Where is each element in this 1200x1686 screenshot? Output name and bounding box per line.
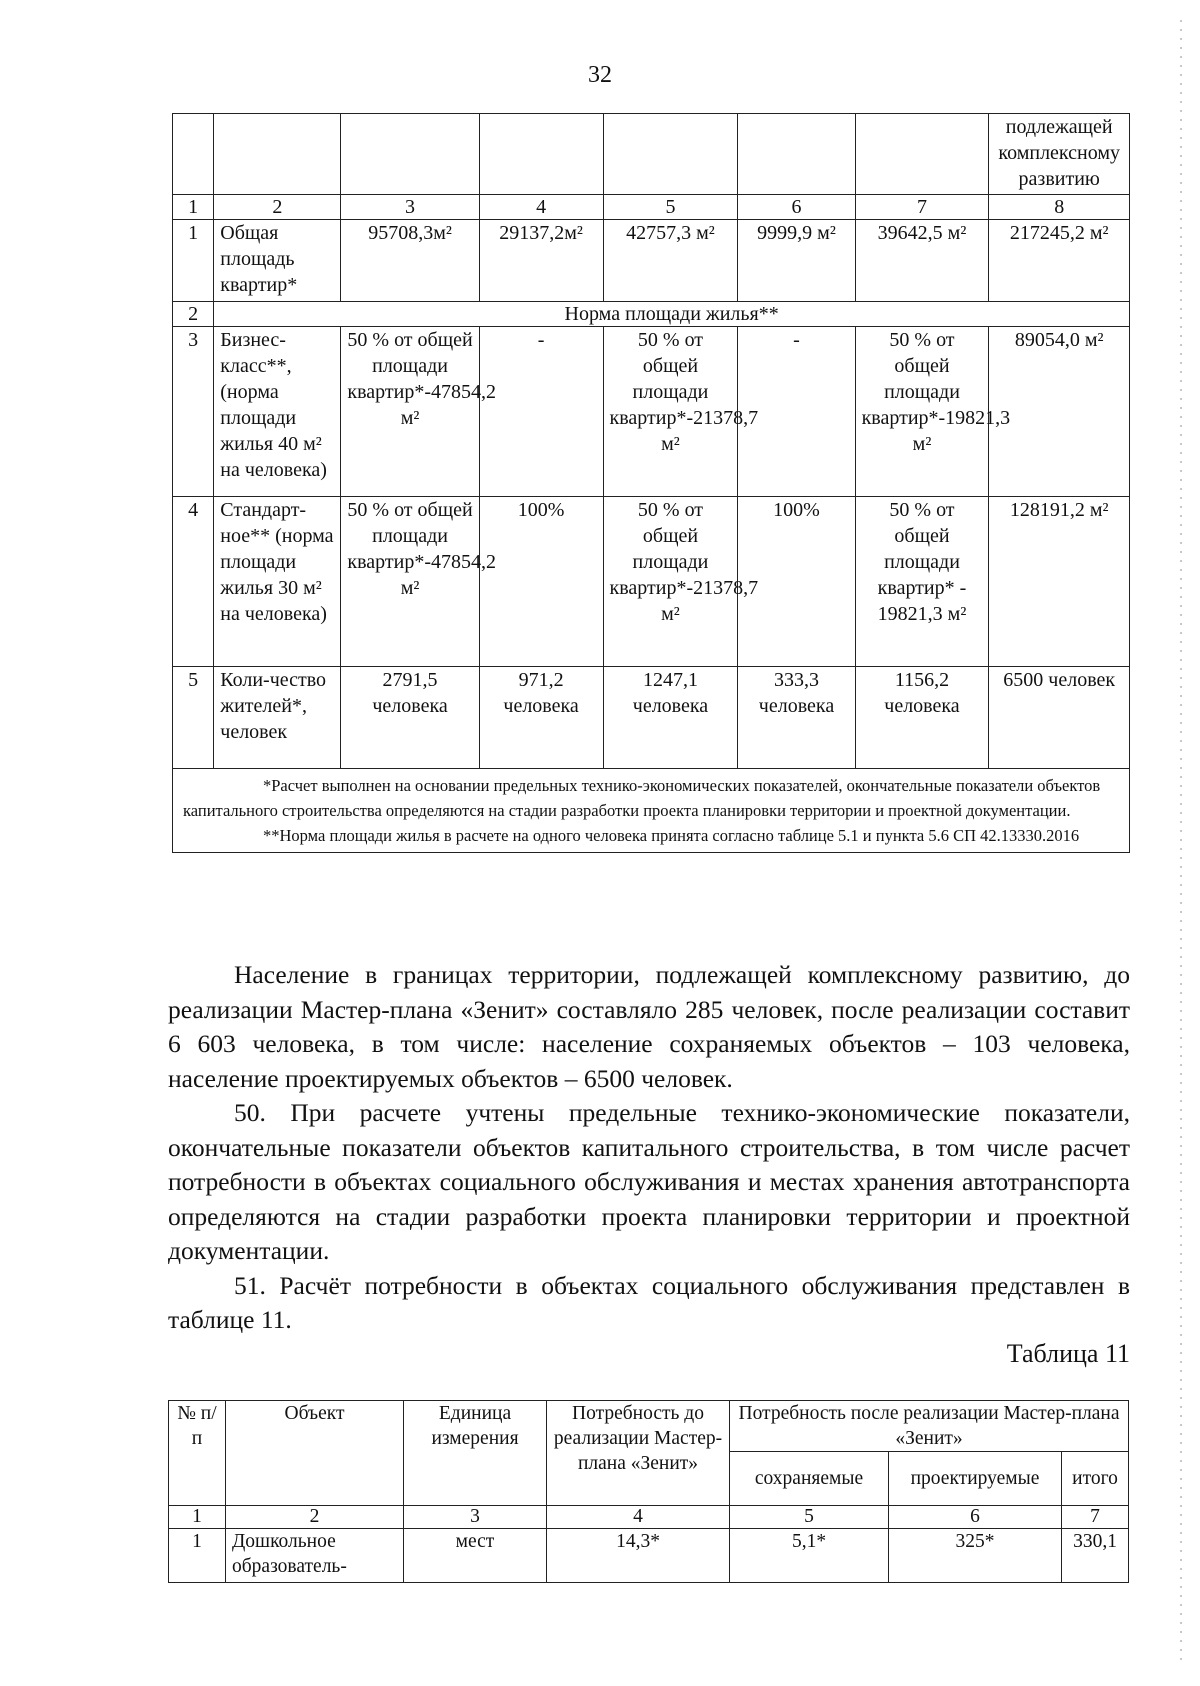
table-row: 3 Бизнес-класс**, (норма площади жилья 40 м² на человека) 50 % от общей площади квартир*-47854,2 м² - 50 % от общей площади квартир*-21378,7 м² - 50 % от общей площади квартир*-19821,3 м² 89054,0 м² bbox=[173, 327, 1130, 497]
header-object: Объект bbox=[226, 1401, 404, 1506]
housing-area-table bbox=[172, 113, 1130, 853]
header-unit: Единица измерения bbox=[404, 1401, 547, 1506]
row-label: Дошкольное образователь- bbox=[226, 1529, 404, 1583]
table-notes-row bbox=[173, 769, 1130, 853]
row-label: Стандарт-ное** (норма площади жилья 30 м² на человека) bbox=[214, 497, 341, 667]
row-label: Общая площадь квартир* bbox=[214, 220, 341, 302]
paragraph-51: 51. Расчёт потребности в объектах социального обслуживания представлен в таблице 11. bbox=[168, 1270, 1130, 1334]
table-row: 4 Стандарт-ное** (норма площади жилья 30 м² на человека) 50 % от общей площади квартир*-47854,2 м² 100% 50 % от общей площади квартир*-21378,7 м² 100% 50 % от общей площади квартир* - 19821,3 м² 128191,2 м² bbox=[173, 497, 1130, 667]
header-total: итого bbox=[1062, 1452, 1129, 1506]
table-header-row bbox=[173, 114, 1130, 195]
table-row: 5 Коли-чество жителей*, человек 2791,5 человека 971,2 человека 1247,1 человека 333,3 человека 1156,2 человека 6500 человек bbox=[173, 667, 1130, 769]
footnote-2: **Норма площади жилья в расчете на одного человека принята согласно таблице 5.1 и пункта 5.6 СП 42.13330.2016 bbox=[263, 826, 1080, 845]
header-after: Потребность после реализации Мастер-плана «Зенит» bbox=[730, 1401, 1129, 1452]
row-label: Бизнес-класс**, (норма площади жилья 40 м² на человека) bbox=[214, 327, 341, 497]
table-header-row bbox=[169, 1401, 1129, 1452]
column-number-row: 1 2 3 4 5 6 7 bbox=[169, 1506, 1129, 1529]
margin-dotted-line bbox=[1180, 20, 1182, 1660]
row-span-label: Норма площади жилья** bbox=[214, 302, 1130, 327]
social-facilities-table bbox=[168, 1400, 1129, 1583]
paragraph-50: 50. При расчете учтены предельные технико-экономические показатели, окончательные показатели объектов капитального строительства, в том числе расчет потребности в объектах социального обслуживания и местах хранения автотранспорта определяются на стадии разработки проекта планировки территории и проектной документации. bbox=[168, 1098, 1130, 1265]
table-row: 1 Дошкольное образователь- мест 14,3* 5,1* 325* 330,1 bbox=[169, 1529, 1129, 1583]
table-row: 2 Норма площади жилья** bbox=[173, 302, 1130, 327]
body-paragraphs bbox=[168, 958, 1130, 1338]
row-label: Коли-чество жителей*, человек bbox=[214, 667, 341, 769]
header-preserved: сохраняемые bbox=[730, 1452, 889, 1506]
paragraph-population: Население в границах территории, подлежащей комплексному развитию, до реализации Мастер-плана «Зенит» составляло 285 человек, после реализации составит 6 603 человека, в том числе: население сохраняемых объектов – 103 человека, население проектируемых объектов – 6500 человек. bbox=[168, 960, 1130, 1093]
table-caption: Таблица 11 bbox=[1006, 1339, 1130, 1368]
column-number-row: 1 2 3 4 5 6 7 8 bbox=[173, 195, 1130, 220]
header-designed: проектируемые bbox=[889, 1452, 1062, 1506]
page-number: 32 bbox=[588, 62, 612, 88]
header-before: Потребность до реализации Мастер-плана «Зенит» bbox=[547, 1401, 730, 1506]
footnote-1: *Расчет выполнен на основании предельных технико-экономических показателей, окончательные показатели объектов капитального строительства определяются на стадии разработки проекта планировки территории и проектной документации. bbox=[183, 776, 1101, 820]
header-col8: подлежащей комплексному развитию bbox=[989, 114, 1130, 195]
table-row: 1 Общая площадь квартир* 95708,3м² 29137,2м² 42757,3 м² 9999,9 м² 39642,5 м² 217245,2 м² bbox=[173, 220, 1130, 302]
header-num: № п/п bbox=[169, 1401, 226, 1506]
